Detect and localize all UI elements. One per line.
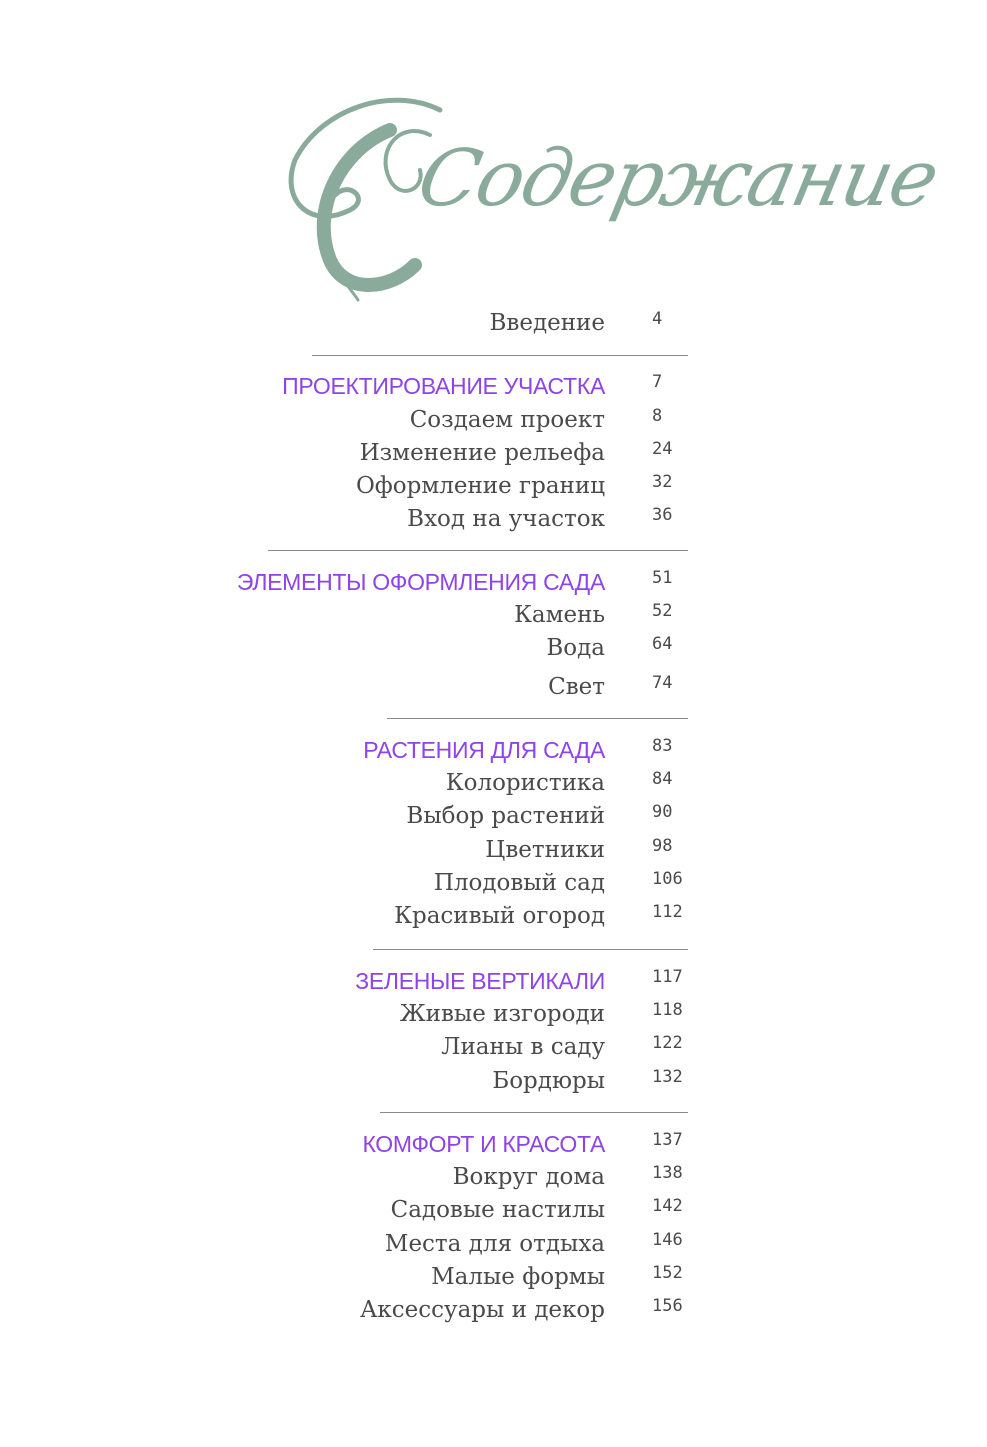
page-number: 52: [652, 601, 673, 621]
section-divider: [268, 550, 688, 551]
toc-entry: [0, 767, 987, 799]
page-number: 64: [652, 634, 673, 654]
section-title: КОМФОРТ И КРАСОТА: [362, 1131, 605, 1157]
entry-label: Колористика: [445, 770, 605, 796]
entry-label: Вода: [546, 635, 605, 661]
page-number: 146: [652, 1230, 683, 1250]
entry-label: Малые формы: [431, 1264, 605, 1290]
entry-label: Садовые настилы: [390, 1197, 605, 1223]
page-number: 83: [652, 736, 673, 756]
page-number: 137: [652, 1130, 683, 1150]
toc-section-heading: [0, 734, 987, 766]
toc-entry: [0, 1294, 987, 1326]
page-number: 118: [652, 1000, 683, 1020]
section-title: РАСТЕНИЯ ДЛЯ САДА: [363, 737, 605, 763]
page-number: 142: [652, 1196, 683, 1216]
section-title: ПРОЕКТИРОВАНИЕ УЧАСТКА: [282, 373, 605, 399]
entry-label: Живые изгороди: [399, 1001, 605, 1027]
toc-entry: [0, 998, 987, 1030]
toc-entry: [0, 599, 987, 631]
page-number: 152: [652, 1263, 683, 1283]
entry-label: Вход на участок: [407, 506, 605, 532]
page-title-text: Содержание: [410, 134, 945, 224]
page-number: 84: [652, 769, 673, 789]
toc-entry: [0, 900, 987, 932]
toc-entry: [0, 1228, 987, 1260]
page-number: 117: [652, 967, 683, 987]
page-number: 36: [652, 505, 673, 525]
entry-label: Плодовый сад: [433, 870, 605, 896]
section-divider: [387, 718, 688, 719]
entry-label: Создаем проект: [409, 407, 605, 433]
section-divider: [380, 1112, 688, 1113]
toc-entry: [0, 503, 987, 535]
toc-entry: [0, 1031, 987, 1063]
toc-entry: [0, 671, 987, 703]
entry-label: Введение: [489, 310, 605, 336]
toc-section-heading: [0, 965, 987, 997]
entry-label: Изменение рельефа: [359, 440, 605, 466]
page-number: 24: [652, 439, 673, 459]
page-number: 132: [652, 1067, 683, 1087]
entry-label: Аксессуары и декор: [360, 1297, 605, 1323]
toc-entry: [0, 404, 987, 436]
toc-entry: [0, 1161, 987, 1193]
entry-label: Бордюры: [492, 1068, 605, 1094]
entry-label: Лианы в саду: [441, 1034, 605, 1060]
page-number: 51: [652, 568, 673, 588]
entry-label: Вокруг дома: [452, 1164, 605, 1190]
page-number: 8: [652, 406, 663, 426]
toc-section-heading: [0, 1128, 987, 1160]
toc-entry: [0, 867, 987, 899]
toc-entry: [0, 1261, 987, 1293]
page-number: 106: [652, 869, 683, 889]
toc-section-heading: [0, 370, 987, 402]
toc-entry-intro: [0, 307, 987, 339]
entry-label: Цветники: [485, 837, 605, 863]
page-number: 122: [652, 1033, 683, 1053]
toc-entry: [0, 632, 987, 664]
page-number: 32: [652, 472, 673, 492]
page-number: 7: [652, 372, 663, 392]
section-title: ЗЕЛЕНЫЕ ВЕРТИКАЛИ: [355, 968, 605, 994]
entry-label: Оформление границ: [355, 473, 605, 499]
toc-entry: [0, 470, 987, 502]
toc-entry: [0, 800, 987, 832]
entry-label: Свет: [548, 674, 605, 700]
entry-label: Красивый огород: [394, 903, 605, 929]
page-number: 74: [652, 673, 673, 693]
section-divider: [312, 355, 688, 356]
toc-entry: [0, 437, 987, 469]
entry-label: Места для отдыха: [384, 1231, 605, 1257]
page-number: 138: [652, 1163, 683, 1183]
page-number: 4: [652, 309, 663, 329]
toc-entry: [0, 1194, 987, 1226]
entry-label: Выбор растений: [406, 803, 605, 829]
page-number: 112: [652, 902, 683, 922]
section-divider: [373, 949, 688, 950]
entry-label: Камень: [514, 602, 605, 628]
toc-entry: [0, 834, 987, 866]
toc-entry: [0, 1065, 987, 1097]
page-number: 90: [652, 802, 673, 822]
page-number: 98: [652, 836, 673, 856]
section-title: ЭЛЕМЕНТЫ ОФОРМЛЕНИЯ САДА: [236, 569, 605, 595]
page-number: 156: [652, 1296, 683, 1316]
toc-section-heading: [0, 566, 987, 598]
